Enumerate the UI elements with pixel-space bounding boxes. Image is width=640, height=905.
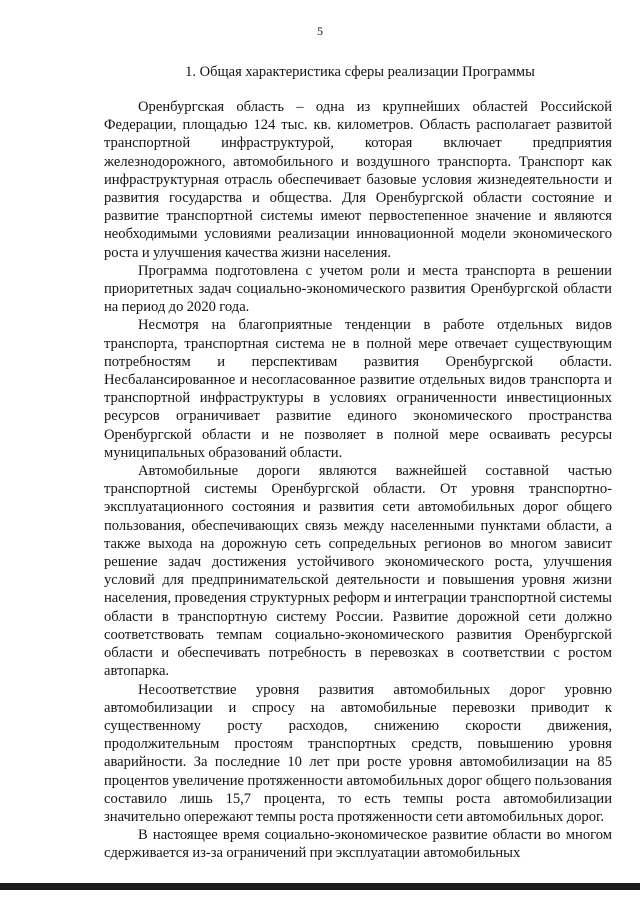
- paragraph-transport-imbalance: Несмотря на благоприятные тенденции в работе отдельных видов транспорта, транспортная система не в полной мере отвечает существующим потребностям и перспективам развития Оренбургской области. Несбалансированное и несогласованное развитие отдельных видов транспорта и транспортной инфраструктуры в условиях ограниченности инвестиционных ресурсов ограничивает развитие единого экономического пространства Оренбургской области и не позволяет в полной мере осваивать ресурсы муниципальных образований области.: [104, 317, 612, 461]
- page-bottom-bar: [0, 883, 640, 890]
- paragraph-motorization-gap: Несоответствие уровня развития автомобильных дорог уровню автомобилизации и спросу на автомобильные перевозки приводит к существенному росту расходов, снижению скорости движения, продолжительным простоям транспортных средств, повышению уровня аварийности. За последние 10 лет при росте уровня автомобилизации на 85 процентов увеличение протяженности автомобильных дорог общего пользования составило лишь 15,7 процента, то есть темпы роста автомобилизации значительно опережают темпы роста протяженности сети автомобильных дорог.: [104, 681, 612, 825]
- paragraph-program-purpose: Программа подготовлена с учетом роли и места транспорта в решении приоритетных задач социально-экономического развития Оренбургской области на период до 2020 года.: [104, 262, 612, 316]
- page-number: 5: [317, 24, 323, 38]
- section-heading: 1. Общая характеристика сферы реализации Программы: [185, 64, 535, 80]
- document-body: [104, 98, 612, 863]
- paragraph-current-constraints: В настоящее время социально-экономическое развитие области во многом сдерживается из-за ограничений при эксплуатации автомобильных: [104, 827, 612, 862]
- paragraph-road-importance: Автомобильные дороги являются важнейшей составной частью транспортной системы Оренбургской области. От уровня транспортно-эксплуатационного состояния и развития сети автомобильных дорог общего пользования, обеспечивающих связь между населенными пунктами области, а также выхода на дорожную сеть сопредельных регионов во многом зависит решение задач достижения устойчивого экономического роста, улучшения условий для предпринимательской деятельности и повышения уровня жизни населения, проведения структурных реформ и интеграции транспортной системы области в транспортную систему России. Развитие дорожной сети должно соответствовать темпам социально-экономического развития Оренбургской области и обеспечивать потребность в перевозках в соответствии с ростом автопарка.: [104, 463, 612, 680]
- paragraph-region-overview: Оренбургская область – одна из крупнейших областей Российской Федерации, площадью 124 тыс. кв. километров. Область располагает развитой транспортной инфраструктурой, которая включает предприятия железнодорожного, автомобильного и воздушного транспорта. Транспорт как инфраструктурная отрасль обеспечивает базовые условия жизнедеятельности и развития государства и общества. Для Оренбургской области состояние и развитие транспортной системы имеют первостепенное значение и являются необходимыми условиями реализации инновационной модели экономического роста и улучшения качества жизни населения.: [104, 99, 612, 261]
